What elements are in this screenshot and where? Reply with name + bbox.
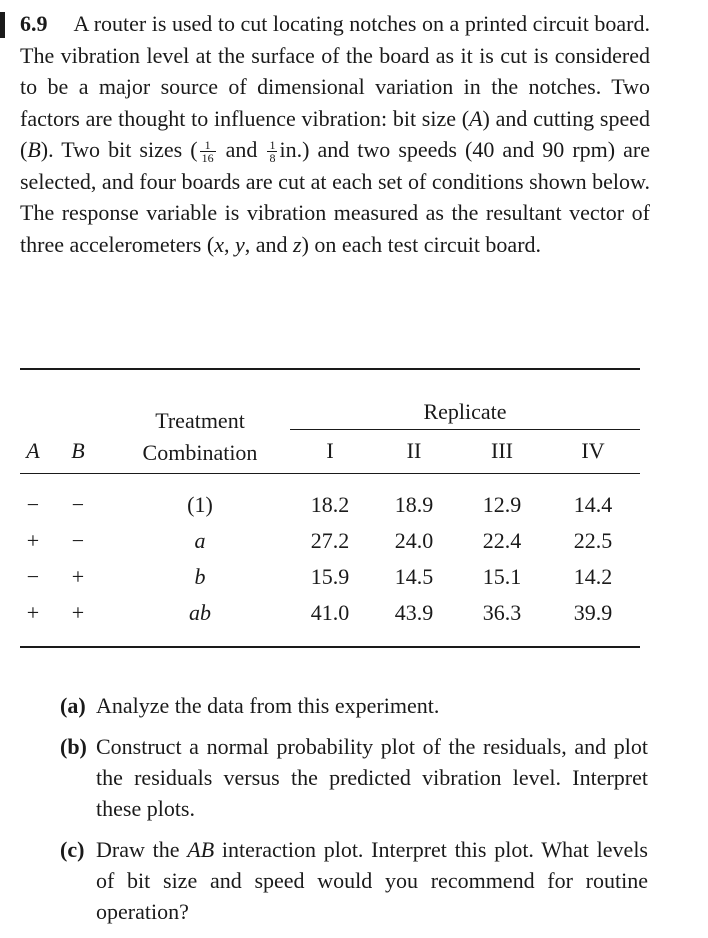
cell-value: 15.1 [482,564,522,589]
factor-b-level: + [71,564,85,589]
replicate-i-header: I [326,438,334,463]
treatment-combination: ab [189,600,211,625]
cell-value: 24.0 [394,528,434,553]
factor-a-level: + [26,600,40,625]
left-edge-mark [0,12,5,38]
part-b-text: Construct a normal probability plot of the residuals, and plot the residuals versus the predicted vibration level. Interpret these plots. [96,734,648,821]
problem-text: ). Two bit sizes ( [40,137,198,162]
problem-text: in.) and two speeds (40 and 90 rpm) are selected, and four boards are cut at each set of conditions shown below. The response variable is vibration measured as the resultant vector of three accelerometers ( [20,137,650,257]
replicate-header: Replicate [290,395,640,429]
factor-b-level: − [71,528,85,553]
replicate-iv-header: IV [581,438,605,463]
cell-value: 43.9 [394,600,434,625]
cell-value: 27.2 [310,528,350,553]
replicate-iii-header: III [491,438,513,463]
cell-value: 22.4 [482,528,522,553]
replicate-ii-header: II [406,438,422,463]
table-row [20,523,640,559]
problem-text: A router is used to cut locating notches on a printed circuit board. The vibration level at the surface of the board as it is cut is considered to be a major source of dimensional variation in the notches. Two factors are thought to influence vibration: bit size ( [20,11,650,131]
var-y: y [234,231,245,257]
factor-b-symbol: B [27,137,41,162]
replicate-data-table [20,368,640,648]
part-c-label: (c) [60,837,85,862]
part-b-label: (b) [60,734,87,759]
factor-a-level: − [26,564,40,589]
col-a-header: A [26,437,40,463]
factor-a-symbol: A [469,105,483,131]
treatment-combination: (1) [187,492,213,517]
problem-statement: 6.9 A router is used to cut locating notches on a printed circuit board. The vibration level at the surface of the board as it is cut is considered to be a major source of dimensional variation in the notches. Two factors are thought to influence vibration: bit size (A) and cutting speed (B). Two bit sizes ( $\frac{1}{16}$ and $\frac{1}{8}$ in.) and two speeds (40 and 90 rpm) are selected, and four boards are cut at each set of conditions shown below. The response variable is vibration measured as the resultant vector of three accelerometers (x, y, and z) on each test circuit board. [20,11,650,257]
part-a-text: Analyze the data from this experiment. [96,693,440,718]
fraction-one-eighth: $\frac{1}{8}$ [269,138,276,166]
part-b [60,731,648,824]
var-x: x [214,231,224,257]
factor-b-level: − [71,492,85,517]
cell-value: 18.9 [394,492,434,517]
cell-value: 15.9 [310,564,350,589]
problem-text: and [225,137,258,162]
factor-a-level: − [26,492,40,517]
part-a-label: (a) [60,693,86,718]
problem-text: ) and cutting speed ( [20,105,650,162]
part-c [60,834,648,927]
table-row [20,595,640,631]
cell-value: 41.0 [310,600,350,625]
var-z: z [293,231,302,257]
cell-value: 39.9 [573,600,613,625]
fraction-one-sixteenth: $\frac{1}{16}$ [201,138,214,166]
cell-value: 18.2 [310,492,350,517]
cell-value: 22.5 [573,528,613,553]
factor-a-level: + [26,528,40,553]
col-b-header: B [71,437,85,463]
cell-value: 14.2 [573,564,613,589]
problem-number: 6.9 [20,11,48,36]
part-c-text: Draw the AB interaction plot. Interpret this plot. What levels of bit size and speed would you recommend for routine operation? [96,837,648,924]
cell-value: 14.4 [573,492,613,517]
part-a [60,690,648,721]
problem-text: ) on each test circuit board. [301,231,542,257]
treatment-combination: a [194,528,206,553]
factor-b-level: + [71,600,85,625]
treatment-combination-header: Treatment Combination [142,407,258,465]
cell-value: 14.5 [394,564,434,589]
table-row [20,559,640,595]
treatment-combination: b [194,564,206,589]
question-parts [60,690,648,937]
cell-value: 36.3 [482,600,522,625]
cell-value: 12.9 [482,492,522,517]
table-row [20,487,640,523]
